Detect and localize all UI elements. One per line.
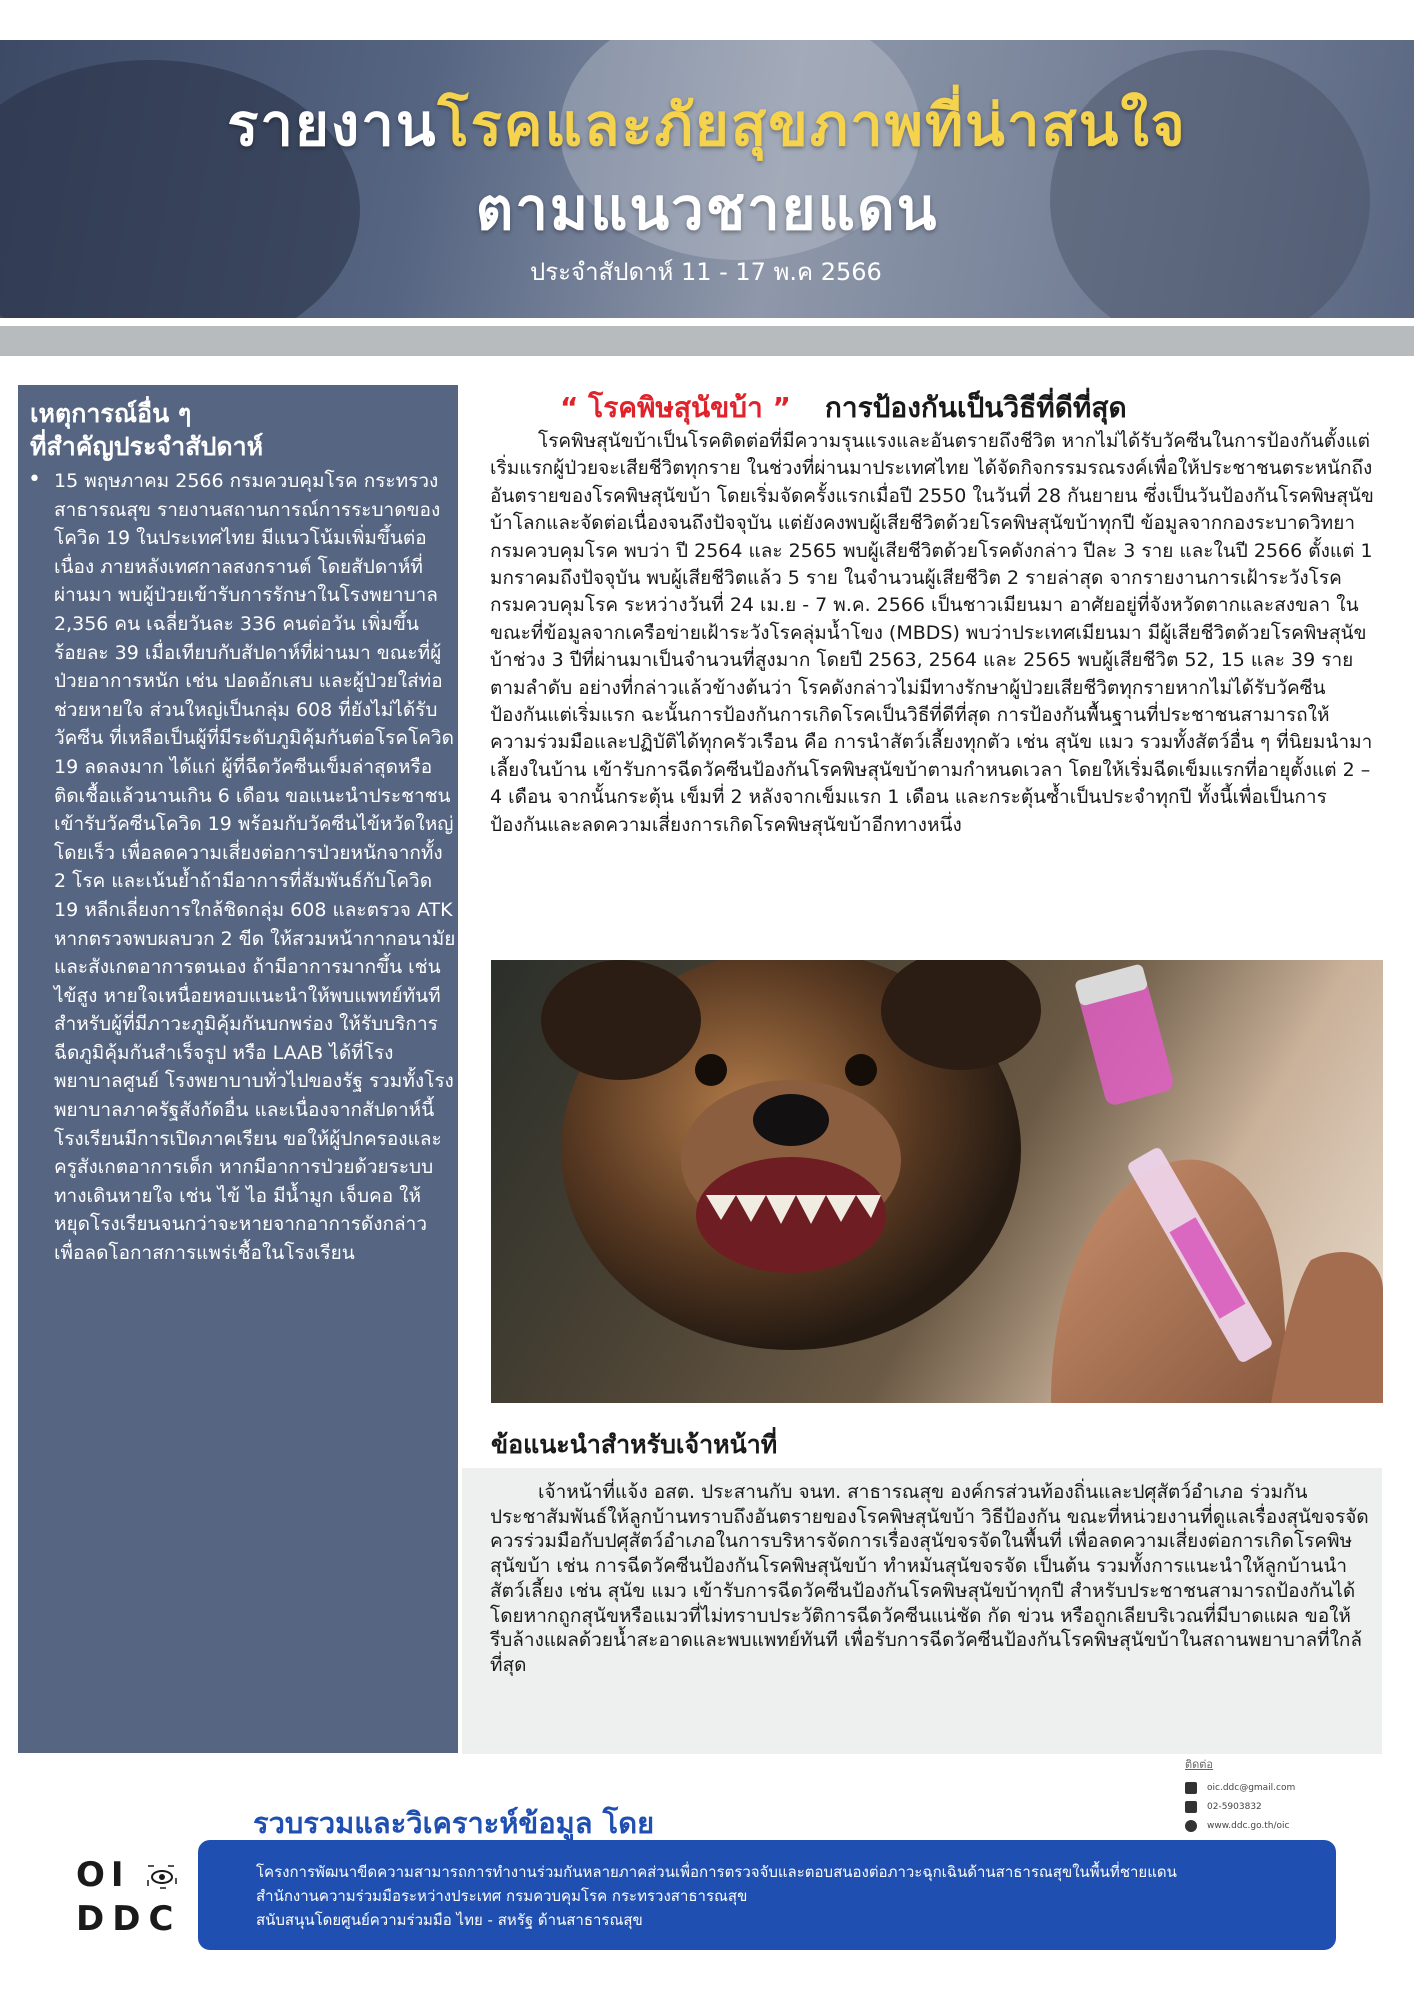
logo-line1: OI [76,1855,186,1895]
photo-illustration [491,960,1383,1403]
dog-eye-left [695,1054,727,1086]
recommendation-box [462,1468,1382,1754]
dog-ear-left [541,960,701,1080]
footer-line2: สำนักงานความร่วมมือระหว่างประเทศ กรมควบคุมโรค กระทรวงสาธารณสุข [256,1887,748,1905]
article-body: โรคพิษสุนัขบ้าเป็นโรคติดต่อที่มีความรุนแรงและอันตรายถึงชีวิต หากไม่ได้รับวัคซีนในการป้องกันตั้งแต่เริ่มแรกผู้ป่วยจะเสียชีวิตทุกราย ในช่วงที่ผ่านมาประเทศไทย ได้จัดกิจกรรมรณรงค์เพื่อให้ประชาชนตระหนักถึงอันตรายของโรคพิษสุนัขบ้า โดยเริ่มจัดครั้งแรกเมื่อปี 2550 ในวันที่ 28 กันยายน ซึ่งเป็นวันป้องกันโรคพิษสุนัขบ้าโลกและจัดต่อเนื่องจนถึงปัจจุบัน แต่ยังคงพบผู้เสียชีวิตด้วยโรคพิษสุนัขบ้าทุกปี ข้อมูลจากกองระบาดวิทยา กรมควบคุมโรค พบว่า ปี 2564 และ 2565 พบผู้เสียชีวิตด้วยโรคดังกล่าว ปีละ 3 ราย และในปี 2566 ตั้งแต่ 1 มกราคมถึงปัจจุบัน พบผู้เสียชีวิตแล้ว 5 ราย ในจำนวนผู้เสียชีวิต 2 รายล่าสุด จากรายงานการเฝ้าระวังโรค กรมควบคุมโรค ระหว่างวันที่ 24 เม.ย - 7 พ.ค. 2566 เป็นชาวเมียนมา อาศัยอยู่ที่จังหวัดตากและสงขลา ในขณะที่ข้อมูลจากเครือข่ายเฝ้าระวังโรคลุ่มน้ำโขง (MBDS) พบว่าประเทศเมียนมา มีผู้เสียชีวิตด้วยโรคพิษสุนัขบ้าช่วง 3 ปีที่ผ่านมาเป็นจำนวนที่สูงมาก โดยปี 2563, 2564 และ 2565 พบผู้เสียชีวิต 52, 15 และ 39 รายตามลำดับ อย่างที่กล่าวแล้วข้างต้นว่า โรคดังกล่าวไม่มีทางรักษาผู้ป่วยเสียชีวิตทุกรายหากไม่ได้รับวัคซีนป้องกันแต่เริ่มแรก ฉะนั้นการป้องกันการเกิดโรคเป็นวิธีที่ดีที่สุด การป้องกันพื้นฐานที่ประชาชนสามารถให้ความร่วมมือและปฏิบัติได้ทุกครัวเรือน คือ การนำสัตว์เลี้ยงทุกตัว เช่น สุนัข แมว รวมทั้งสัตว์อื่น ๆ ที่นิยมนำมาเลี้ยงในบ้าน เข้ารับการฉีดวัคซีนป้องกันโรคพิษสุนัขบ้าตามกำหนดเวลา โดยให้เริ่มฉีดเข็มแรกที่อายุตั้งแต่ 2 – 4 เดือน จากนั้นกระตุ้น เข็มที่ 2 หลังจากเข็มแรก 1 เดือน และกระตุ้นซ้ำเป็นประจำทุกปี ทั้งนี้เพื่อเป็นการป้องกันและลดความเสี่ยงการเกิดโรคพิษสุนัขบ้าอีกทางหนึ่ง [490,430,1374,836]
other-events-heading [30,397,450,463]
top-margin [0,0,1414,40]
heading-line1: เหตุการณ์อื่น ๆ [30,399,192,428]
dog-eye-right [845,1054,877,1086]
contact-web-row [1185,1816,1385,1835]
contact-email-link[interactable]: oic.ddc@gmail.com [1207,1782,1296,1793]
report-week: ประจำสัปดาห์ 11 - 17 พ.ค 2566 [530,258,882,286]
footer-line3: สนับสนุนโดยศูนย์ความร่วมมือ ไทย - สหรัฐ ด้านสาธารณสุข [256,1911,643,1929]
article-title-disease: “ โรคพิษสุนัขบ้า ” [560,391,791,424]
phone-icon [1185,1801,1197,1813]
title-part-yellow: โรคและภัยสุขภาพที่น่าสนใจ [437,91,1187,159]
contact-email-row [1185,1778,1385,1797]
page-title-line2: ตามแนวชายแดน [475,175,939,243]
contact-website-link[interactable]: www.ddc.go.th/oic [1207,1820,1290,1831]
footer-line1: โครงการพัฒนาขีดความสามารถการทำงานร่วมกันหลายภาคส่วนเพื่อการตรวจจับและตอบสนองต่อภาวะฉุกเฉินด้านสาธารณสุขในพื้นที่ชายแดน [256,1863,1177,1881]
page-title-line1 [0,78,1414,171]
footer-credits-box [198,1840,1336,1950]
bullet-marker: • [28,467,41,492]
eye-icon [147,1865,177,1889]
oic-ddc-logo [76,1855,186,1939]
rabies-dog-vaccine-photo [491,960,1383,1403]
recommendation-title: ข้อแนะนำสำหรับเจ้าหน้าที่ [491,1430,778,1459]
header-banner [0,40,1414,318]
contact-phone-row [1185,1797,1385,1816]
other-events-panel [18,385,458,1753]
globe-icon [1185,1820,1197,1832]
contact-title: ติดต่อ [1185,1758,1214,1771]
compiled-by-heading: รวบรวมและวิเคราะห์ข้อมูล โดย [253,1806,655,1840]
header-divider-bar [0,326,1414,356]
title-part-white: รายงาน [227,91,438,159]
second-hand [1271,1252,1383,1403]
contact-phone: 02-5903832 [1207,1801,1262,1812]
contact-block [1185,1755,1385,1835]
mail-icon [1185,1782,1197,1794]
article-title-tagline: การป้องกันเป็นวิธีที่ดีที่สุด [824,391,1127,424]
dog-open-mouth [696,1157,886,1273]
dog-nose [753,1094,829,1146]
recommendation-text: เจ้าหน้าที่แจ้ง อสต. ประสานกับ จนท. สาธารณสุข องค์กรส่วนท้องถิ่นและปศุสัตว์อำเภอ ร่วมกันประชาสัมพันธ์ให้ลูกบ้านทราบถึงอันตรายของโรคพิษสุนัขบ้า วิธีป้องกัน ขณะที่หน่วยงานที่ดูแลเรื่องสุนัขจรจัดควรร่วมมือกับปศุสัตว์อำเภอในการบริหารจัดการเรื่องสุนัขจรจัดในพื้นที่ เพื่อลดความเสี่ยงต่อการเกิดโรคพิษสุนัขบ้า เช่น การฉีดวัคซีนป้องกันโรคพิษสุนัขบ้า ทำหมันสุนัขจรจัด เป็นต้น รวมทั้งการแนะนำให้ลูกบ้านนำสัตว์เลี้ยง เช่น สุนัข แมว เข้ารับการฉีดวัคซีนป้องกันโรคพิษสุนัขบ้าทุกปี สำหรับประชาชนสามารถป้องกันได้โดยหากถูกสุนัขหรือแมวที่ไม่ทราบประวัติการฉีดวัคซีนแน่ชัด กัด ข่วน หรือถูกเลียบริเวณที่มีบาดแผล ขอให้รีบล้างแผลด้วยน้ำสะอาดและพบแพทย์ทันที เพื่อรับการฉีดวัคซีนป้องกันโรคพิษสุนัขบ้าในสถานพยาบาลที่ใกล้ที่สุด [490,1481,1369,1676]
other-events-text: 15 พฤษภาคม 2566 กรมควบคุมโรค กระทรวงสาธารณสุข รายงานสถานการณ์การระบาดของโควิด 19 ในประเทศไทย มีแนวโน้มเพิ่มขึ้นต่อเนื่อง ภายหลังเทศกาลสงกรานต์ โดยสัปดาห์ที่ผ่านมา พบผู้ป่วยเข้ารับการรักษาในโรงพยาบาล 2,356 คน เฉลี่ยวันละ 336 คนต่อวัน เพิ่มขึ้น ร้อยละ 39 เมื่อเทียบกับสัปดาห์ที่ผ่านมา ขณะที่ผู้ป่วยอาการหนัก เช่น ปอดอักเสบ และผู้ป่วยใส่ท่อช่วยหายใจ ส่วนใหญ่เป็นกลุ่ม 608 ที่ยังไม่ได้รับวัคซีน ที่เหลือเป็นผู้ที่มีระดับภูมิคุ้มกันต่อโรคโควิด 19 ลดลงมาก ได้แก่ ผู้ที่ฉีดวัคซีนเข็มล่าสุดหรือติดเชื้อแล้วนานเกิน 6 เดือน ขอแนะนำประชาชนเข้ารับวัคซีนโควิด 19 พร้อมกับวัคซีนไข้หวัดใหญ่โดยเร็ว เพื่อลดความเสี่ยงต่อการป่วยหนักจากทั้ง 2 โรค และเน้นย้ำถ้ามีอาการที่สัมพันธ์กับโควิด 19 หลีกเลี่ยงการใกล้ชิดกลุ่ม 608 และตรวจ ATK หากตรวจพบผลบวก 2 ขีด ให้สวมหน้ากากอนามัยและสังเกตอาการตนเอง ถ้ามีอาการมากขึ้น เช่น ไข้สูง หายใจเหนื่อยหอบแนะนำให้พบแพทย์ทันที สำหรับผู้ที่มีภาวะภูมิคุ้มกันบกพร่อง ให้รับบริการฉีดภูมิคุ้มกันสำเร็จรูป หรือ LAAB ได้ที่โรงพยาบาลศูนย์ โรงพยาบาบทั่วไปของรัฐ รวมทั้งโรงพยาบาลภาครัฐสังกัดอื่น และเนื่องจากสัปดาห์นี้โรงเรียนมีการเปิดภาคเรียน ขอให้ผู้ปกครองและครูสังเกตอาการเด็ก หากมีอาการป่วยด้วยระบบทางเดินหายใจ เช่น ไข้ ไอ มีน้ำมูก เจ็บคอ ให้หยุดโรงเรียนจนกว่าจะหายจากอาการดังกล่าว เพื่อลดโอกาสการแพร่เชื้อในโรงเรียน [54,470,456,1265]
heading-line2: ที่สำคัญประจำสัปดาห์ [30,432,264,461]
article-title [560,386,1127,430]
logo-line2: DDC [76,1899,182,1939]
